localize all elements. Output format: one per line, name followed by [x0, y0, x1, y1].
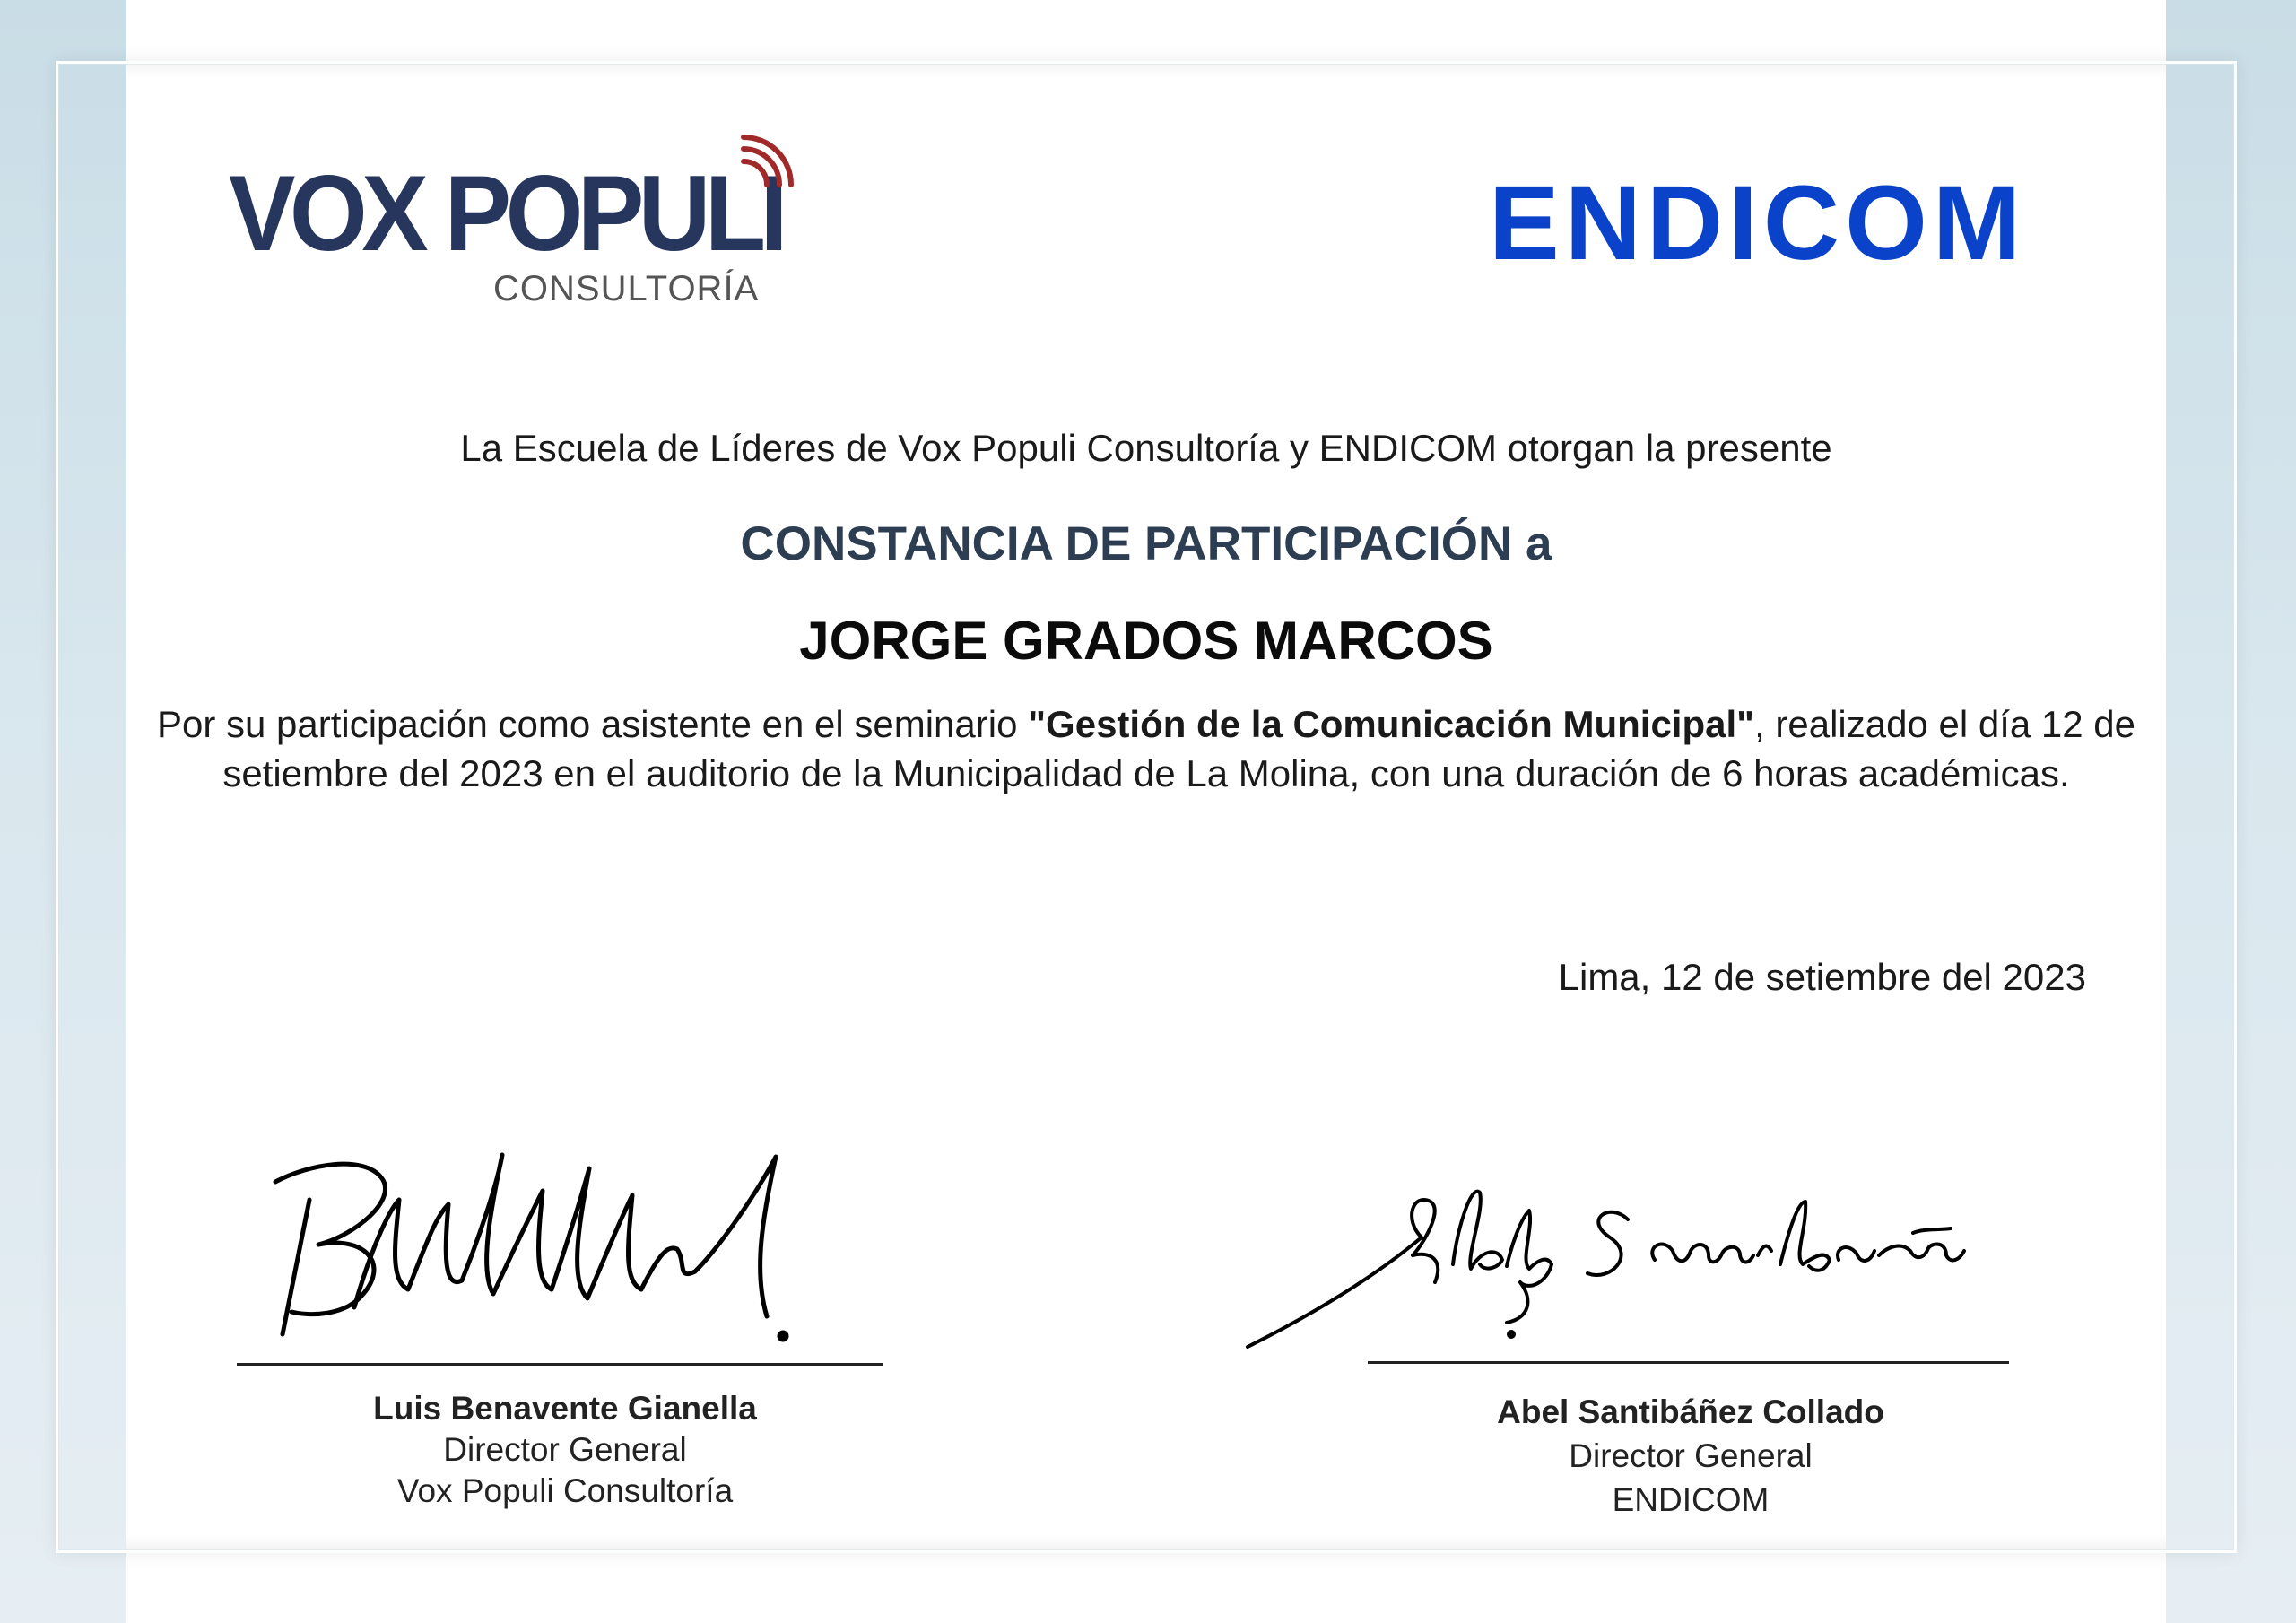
place-and-date: Lima, 12 de setiembre del 2023 — [1558, 956, 2086, 998]
signer-name: Luis Benavente Gianella — [373, 1390, 757, 1427]
certificate-body — [144, 699, 2149, 798]
body-suffix: , realizado el día 12 de setiembre del 2023 en el auditorio de la Municipalidad de La Molina, con una duración de 6 horas académicas. — [222, 703, 2136, 794]
signal-waves-icon — [740, 135, 803, 206]
vox-populi-logo — [229, 135, 812, 323]
signer-role: Director General — [443, 1431, 687, 1468]
vox-populi-logo-word: VOX POPULI — [229, 153, 783, 273]
signer-role: Director General — [1569, 1437, 1813, 1474]
body-prefix: Por su participación como asistente en el seminario — [156, 703, 1029, 745]
recipient-name: JORGE GRADOS MARCOS — [799, 611, 1493, 671]
signer-organization: Vox Populi Consultoría — [396, 1472, 734, 1509]
signer-block-right — [1462, 1390, 1919, 1522]
event-name: "Gestión de la Comunicación Municipal" — [1028, 703, 1755, 745]
signature-line-right — [1368, 1361, 2009, 1364]
signature-line-left — [237, 1363, 883, 1366]
signature-abel-santibanez — [1242, 1166, 2094, 1354]
signer-organization: ENDICOM — [1612, 1481, 1770, 1518]
endicom-logo: ENDICOM — [1489, 164, 2027, 282]
certificate-title: CONSTANCIA DE PARTICIPACIÓN a — [740, 517, 1552, 570]
signature-luis-benavente — [256, 1137, 874, 1352]
vox-populi-logo-subtitle: CONSULTORÍA — [493, 269, 760, 308]
signer-name: Abel Santibáñez Collado — [1497, 1393, 1884, 1430]
certificate-intro: La Escuela de Líderes de Vox Populi Consultoría y ENDICOM otorgan la presente — [460, 427, 1832, 469]
signer-block-left — [341, 1388, 789, 1512]
